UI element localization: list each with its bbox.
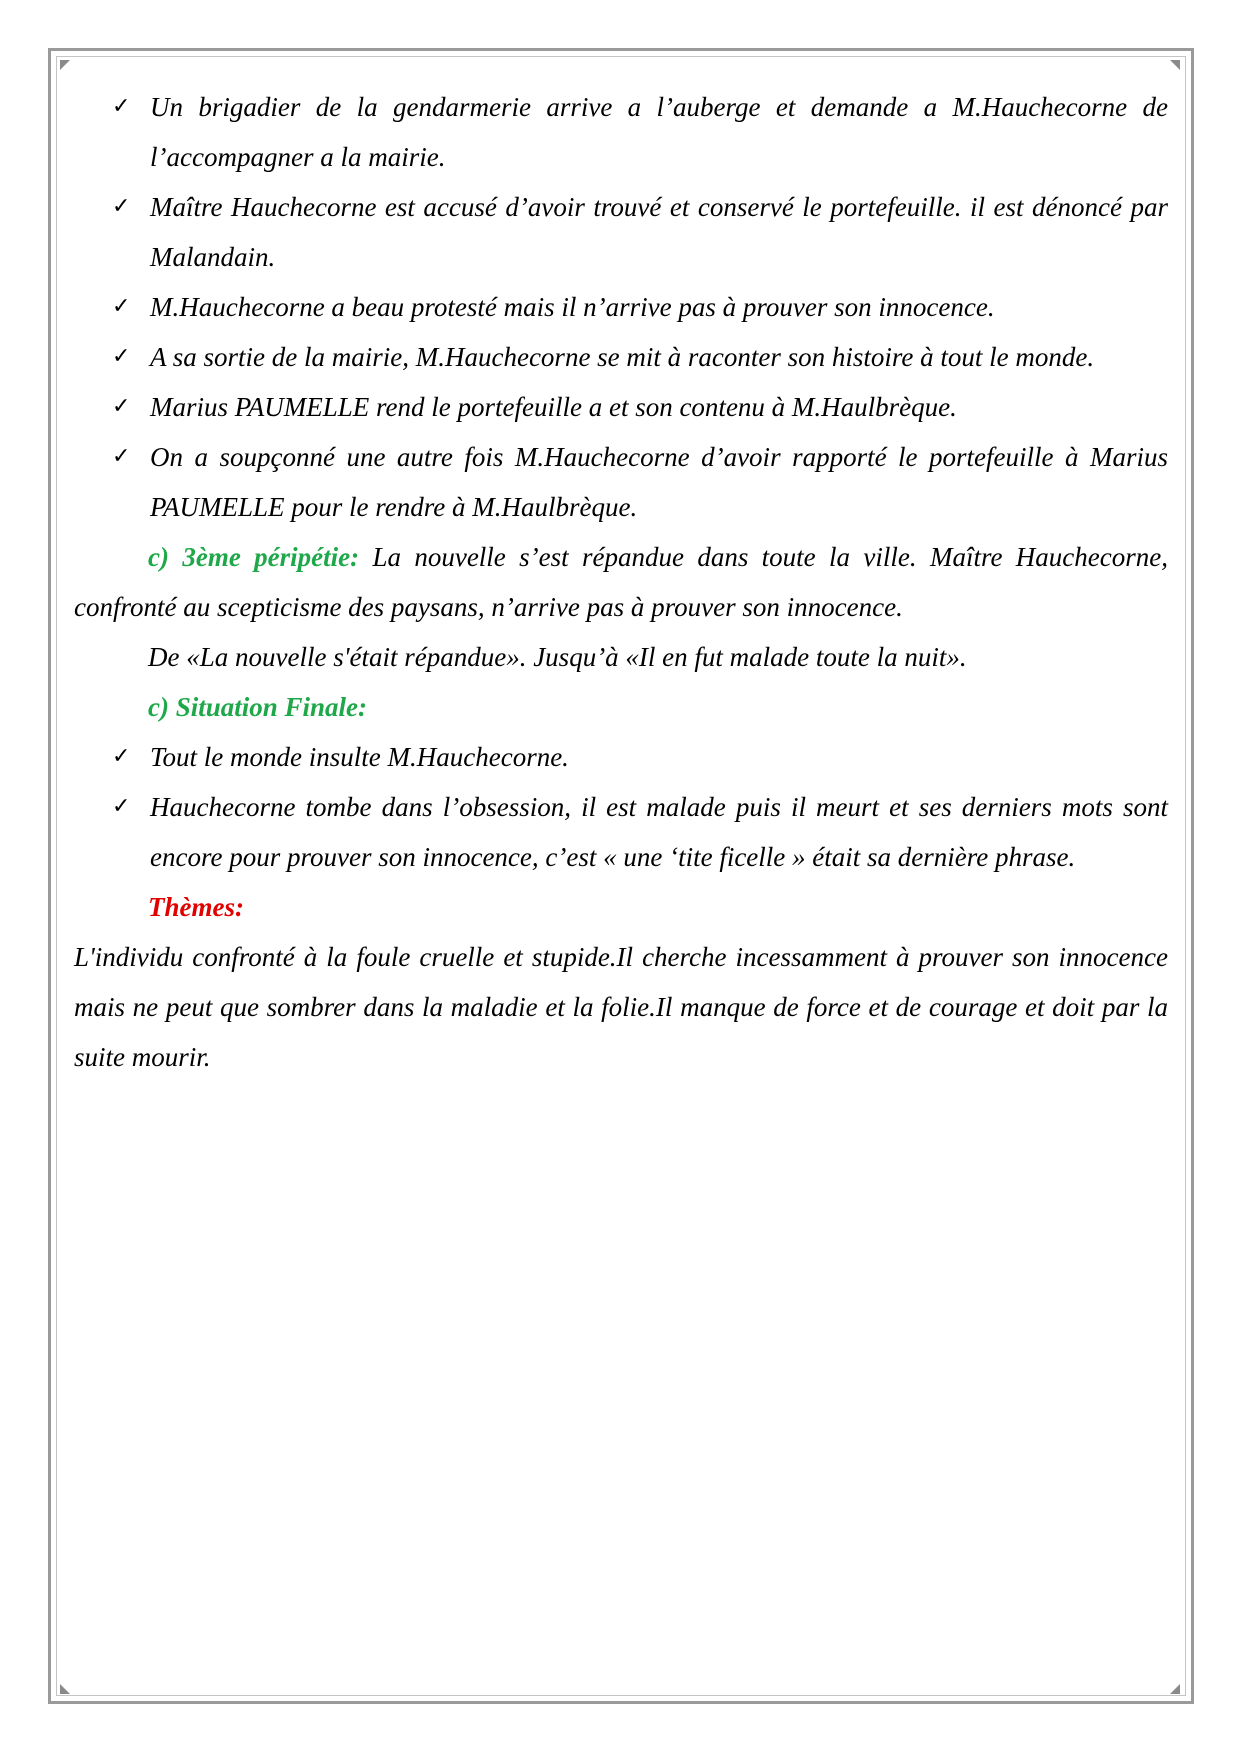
list-item-text: Un brigadier de la gendarmerie arrive a l’auberge et demande a M.Hauchecorne de l’accompagner a la mairie.: [150, 92, 1168, 172]
list-item: [74, 82, 1168, 182]
corner-ornament-bottom-left: [60, 1684, 70, 1694]
themes-paragraph: L'individu confronté à la foule cruelle et stupide.Il cherche incessamment à prouver son innocence mais ne peut que sombrer dans la maladie et la folie.Il manque de force et de courage et doit par la suite mourir.: [74, 942, 1168, 1072]
list-item-text: A sa sortie de la mairie, M.Hauchecorne se mit à raconter son histoire à tout le monde.: [150, 342, 1095, 372]
list-item: [74, 732, 1168, 782]
situation-finale-heading: c) Situation Finale:: [148, 692, 368, 722]
list-item: [74, 382, 1168, 432]
list-item: [74, 282, 1168, 332]
list-item-text: On a soupçonné une autre fois M.Hauchecorne d’avoir rapporté le portefeuille à Marius PAUMELLE pour le rendre à M.Haulbrèque.: [150, 442, 1168, 522]
checkmark-icon: ✓: [112, 94, 131, 119]
checkmark-icon: ✓: [112, 394, 131, 419]
corner-ornament-bottom-right: [1170, 1684, 1180, 1694]
list-item: [74, 782, 1168, 882]
list-item: [74, 432, 1168, 532]
peripetie-quote: De «La nouvelle s'était répandue». Jusqu’à «Il en fut malade toute la nuit».: [148, 642, 967, 672]
checkmark-icon: ✓: [112, 194, 131, 219]
peripetie-paragraph: [74, 532, 1168, 632]
themes-heading: Thèmes:: [148, 892, 244, 922]
list-item-text: Tout le monde insulte M.Hauchecorne.: [150, 742, 569, 772]
checkmark-icon: ✓: [112, 444, 131, 469]
list-item: [74, 182, 1168, 282]
list-item-text: Hauchecorne tombe dans l’obsession, il est malade puis il meurt et ses derniers mots sont encore pour prouver son innocence, c’est « une ‘tite ficelle » était sa dernière phrase.: [150, 792, 1168, 872]
checkmark-icon: ✓: [112, 294, 131, 319]
list-item-text: Maître Hauchecorne est accusé d’avoir trouvé et conservé le portefeuille. il est dénoncé par Malandain.: [150, 192, 1168, 272]
document-body: [74, 82, 1168, 1082]
list-item: [74, 332, 1168, 382]
peripetie-text: La nouvelle s’est répandue dans toute la ville. Maître Hauchecorne, confronté au scepticisme des paysans, n’arrive pas à prouver son innocence.: [74, 542, 1168, 622]
peripetie-heading: c) 3ème péripétie:: [148, 542, 360, 572]
checkmark-icon: ✓: [112, 344, 131, 369]
corner-ornament-top-left: [60, 60, 70, 70]
corner-ornament-top-right: [1170, 60, 1180, 70]
checkmark-icon: ✓: [112, 794, 131, 819]
list-item-text: M.Hauchecorne a beau protesté mais il n’arrive pas à prouver son innocence.: [150, 292, 995, 322]
checkmark-icon: ✓: [112, 744, 131, 769]
list-item-text: Marius PAUMELLE rend le portefeuille a et son contenu à M.Haulbrèque.: [150, 392, 957, 422]
